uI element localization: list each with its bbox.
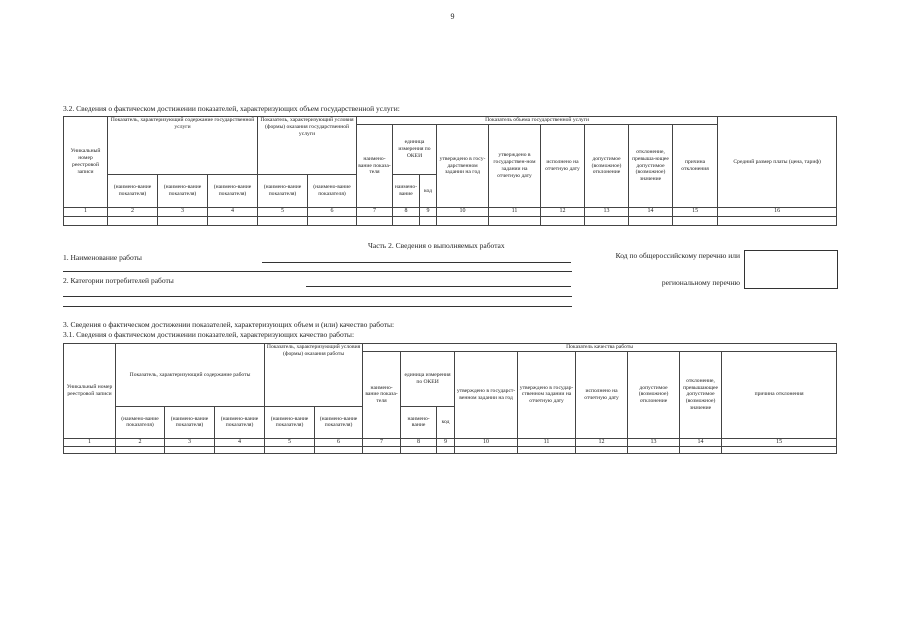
data-cell[interactable] — [576, 447, 628, 454]
data-cell[interactable] — [673, 216, 718, 225]
indicator-name-cell: (наимено-вание показателя) — [315, 406, 363, 438]
column-number: 9 — [437, 438, 455, 447]
code-label: Код по общероссийскому перечню или — [615, 251, 740, 260]
column-number: 9 — [420, 208, 437, 217]
column-number: 13 — [628, 438, 680, 447]
data-cell[interactable] — [258, 216, 308, 225]
data-cell[interactable] — [455, 447, 518, 454]
data-cell[interactable] — [489, 216, 541, 225]
section-3-1-title: 3.1. Сведения о фактическом достижении показателей, характеризующих качество работы: — [63, 330, 355, 339]
work-name-label: 1. Наименование работы — [63, 253, 142, 262]
data-cell[interactable] — [541, 216, 585, 225]
column-number: 15 — [722, 438, 837, 447]
sub-exceeding-deviation: отклонение, превышающее допустимое (возможное) значение — [680, 351, 722, 438]
data-cell[interactable] — [722, 447, 837, 454]
column-number: 1 — [64, 438, 116, 447]
column-number: 3 — [165, 438, 215, 447]
sub-executed: исполнено на отчетную дату — [541, 125, 585, 208]
sub-indicator-name: наимено-вание показа-теля — [357, 125, 393, 208]
sub-approved-year: утверждено в государст-венном задании на год — [455, 351, 518, 438]
data-cell[interactable] — [629, 216, 673, 225]
column-number: 3 — [158, 208, 208, 217]
indicator-name-cell: (наимено-вание показателя) — [208, 175, 258, 208]
sub-unit-name: наимено-вание — [393, 175, 420, 208]
column-number: 4 — [208, 208, 258, 217]
data-cell[interactable] — [363, 447, 401, 454]
column-number: 6 — [308, 208, 357, 217]
sub-unit-okei: единица измерения по ОКЕИ — [401, 351, 455, 406]
data-cell[interactable] — [215, 447, 265, 454]
data-cell[interactable] — [315, 447, 363, 454]
data-cell[interactable] — [308, 216, 357, 225]
code-label-2: региональному перечню — [661, 278, 740, 287]
sub-approved-date: утверждено в государ-ственном задании на отчетную дату — [518, 351, 576, 438]
consumers-line-2[interactable] — [63, 296, 572, 297]
data-cell[interactable] — [437, 447, 455, 454]
consumers-field[interactable] — [306, 286, 571, 287]
column-number: 8 — [401, 438, 437, 447]
column-number: 8 — [393, 208, 420, 217]
column-number: 12 — [541, 208, 585, 217]
col-work-content: Показатель, характеризующий содержание работы — [116, 344, 265, 407]
col-service-content: Показатель, характеризующий содержание государственной услуги — [108, 117, 258, 175]
sub-deviation-reason: причина отклонения — [722, 351, 837, 438]
indicator-name-cell: (наимено-вание показателя) — [265, 406, 315, 438]
sub-unit-name: наимено-вание — [401, 406, 437, 438]
column-number: 14 — [680, 438, 722, 447]
data-cell[interactable] — [108, 216, 158, 225]
indicator-name-cell: (наимено-вание показателя) — [108, 175, 158, 208]
data-cell[interactable] — [64, 216, 108, 225]
indicator-name-cell: (наимено-вание показателя) — [215, 406, 265, 438]
column-number: 13 — [585, 208, 629, 217]
code-box[interactable] — [744, 250, 838, 289]
page-number: 9 — [450, 12, 455, 21]
sub-approved-year: утверждено в госу-дарственном задании на год — [437, 125, 489, 208]
column-number: 5 — [258, 208, 308, 217]
column-number: 7 — [357, 208, 393, 217]
data-cell[interactable] — [158, 216, 208, 225]
column-number: 11 — [489, 208, 541, 217]
sub-allowed-deviation: допустимое (возможное) отклонение — [585, 125, 629, 208]
data-cell[interactable] — [401, 447, 437, 454]
data-cell[interactable] — [718, 216, 837, 225]
work-name-line-2[interactable] — [63, 271, 572, 272]
part-2-title: Часть 2. Сведения о выполняемых работах — [368, 241, 505, 250]
indicator-name-cell: (наимено-вание показателя) — [116, 406, 165, 438]
quality-table — [63, 343, 837, 454]
column-number: 4 — [215, 438, 265, 447]
sub-deviation-reason: причина отклонения — [673, 125, 718, 208]
data-cell[interactable] — [165, 447, 215, 454]
data-cell[interactable] — [393, 216, 420, 225]
data-cell[interactable] — [420, 216, 437, 225]
column-number: 10 — [455, 438, 518, 447]
data-cell[interactable] — [437, 216, 489, 225]
volume-table — [63, 116, 837, 226]
sub-approved-date: утверждено в государствен-ном задании на отчетную дату — [489, 125, 541, 208]
data-cell[interactable] — [680, 447, 722, 454]
sub-unit-code: код — [420, 175, 437, 208]
section-3-2-title: 3.2. Сведения о фактическом достижении показателей, характеризующих объем государственной услуги: — [63, 104, 400, 113]
column-number: 6 — [315, 438, 363, 447]
indicator-name-cell: (наимено-вание показателя) — [308, 175, 357, 208]
data-cell[interactable] — [116, 447, 165, 454]
sub-indicator-name: наимено-вание показа-теля — [363, 351, 401, 438]
column-number: 2 — [116, 438, 165, 447]
col-unique-number: Уникальный номер реестровой записи — [64, 344, 116, 439]
sub-unit-code: код — [437, 406, 455, 438]
indicator-name-cell: (наимено-вание показателя) — [258, 175, 308, 208]
column-number: 1 — [64, 208, 108, 217]
data-cell[interactable] — [64, 447, 116, 454]
data-cell[interactable] — [265, 447, 315, 454]
sub-executed: исполнено на отчетную дату — [576, 351, 628, 438]
indicator-name-cell: (наимено-вание показателя) — [165, 406, 215, 438]
column-number: 15 — [673, 208, 718, 217]
col-volume-indicator: Показатель объема государственной услуги — [357, 117, 718, 125]
column-number: 12 — [576, 438, 628, 447]
column-number: 14 — [629, 208, 673, 217]
data-cell[interactable] — [628, 447, 680, 454]
consumers-line-3[interactable] — [63, 306, 572, 307]
data-cell[interactable] — [357, 216, 393, 225]
data-cell[interactable] — [518, 447, 576, 454]
data-cell[interactable] — [208, 216, 258, 225]
col-quality-indicator: Показатель качества работы — [363, 344, 837, 352]
col-service-conditions: Показатель, характеризующий условия (формы) оказания государственной услуги — [258, 117, 357, 175]
col-unique-number: Уникальный номер реестровой записи — [64, 117, 108, 208]
col-average-price: Средний размер платы (цена, тариф) — [718, 117, 837, 208]
sub-allowed-deviation: допустимое (возможное) отклонение — [628, 351, 680, 438]
sub-unit-okei: единица измерения по ОКЕИ — [393, 125, 437, 175]
data-cell[interactable] — [585, 216, 629, 225]
indicator-name-cell: (наимено-вание показателя) — [158, 175, 208, 208]
section-3-title: 3. Сведения о фактическом достижении показателей, характеризующих объем и (или) качество работы: — [63, 320, 395, 329]
column-number: 16 — [718, 208, 837, 217]
column-number: 11 — [518, 438, 576, 447]
column-number: 5 — [265, 438, 315, 447]
column-number: 2 — [108, 208, 158, 217]
work-name-field[interactable] — [262, 262, 571, 263]
consumers-label: 2. Категории потребителей работы — [63, 276, 174, 285]
sub-exceeding-deviation: отклонение, превыша-ющее допустимое (возможное) значение — [629, 125, 673, 208]
column-number: 10 — [437, 208, 489, 217]
column-number: 7 — [363, 438, 401, 447]
col-work-conditions: Показатель, характеризующий условия (формы) оказания работы — [265, 344, 363, 407]
